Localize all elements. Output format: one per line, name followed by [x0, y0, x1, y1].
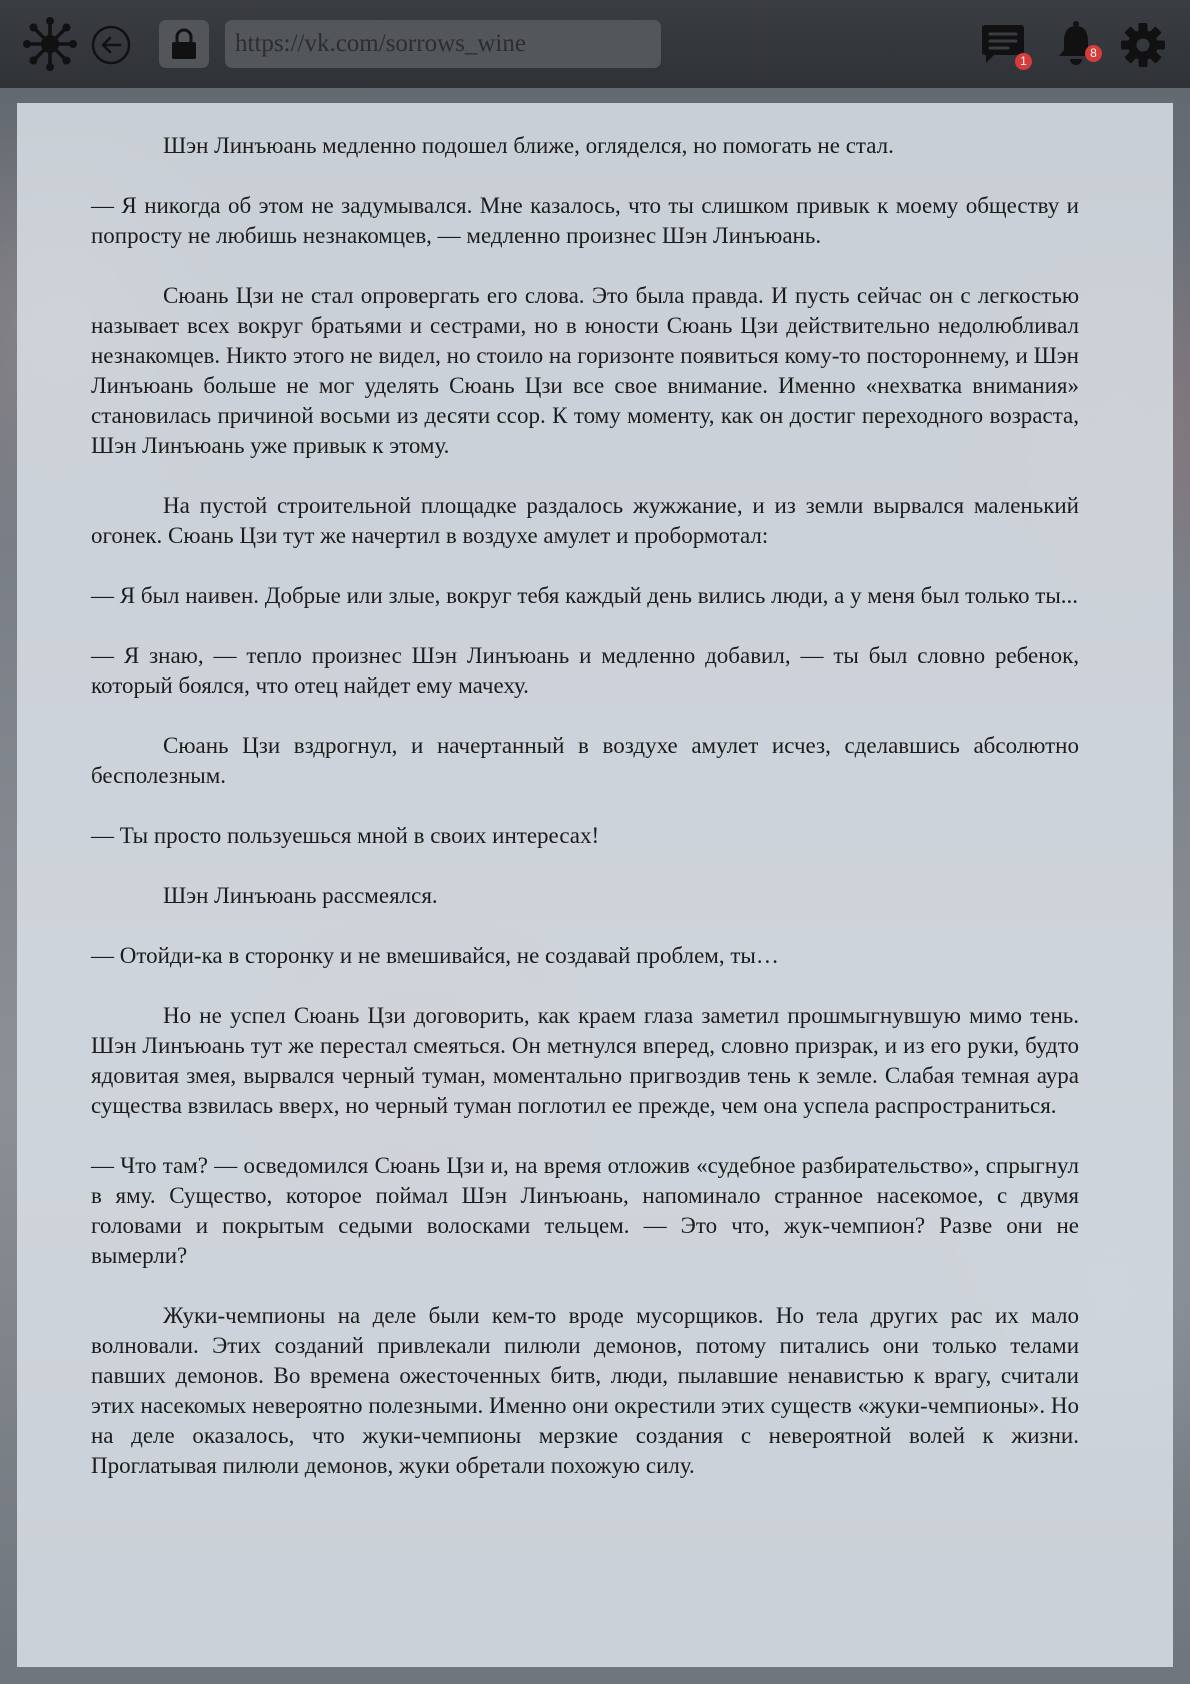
paragraph: — Я никогда об этом не задумывался. Мне казалось, что ты слишком привык к моему обществу и попросту не любишь незнакомцев, — медленно произнес Шэн Линъюань. — [91, 193, 1079, 248]
paragraph: — Ты просто пользуешься мной в своих интересах! — [91, 823, 600, 848]
gear-icon — [1120, 22, 1166, 68]
paragraph: Шэн Линъюань рассмеялся. — [163, 883, 438, 908]
paragraph: — Я знаю, — тепло произнес Шэн Линъюань и медленно добавил, — ты был словно ребенок, который боялся, что отец найдет ему мачеху. — [91, 643, 1079, 698]
lock-icon[interactable] — [159, 20, 209, 68]
back-arrow-icon[interactable] — [90, 24, 132, 66]
paragraph: — Отойди-ка в сторонку и не вмешивайся, не создавай проблем, ты… — [91, 943, 779, 968]
paragraph: На пустой строительной площадке раздалось жужжание, и из земли вырвался маленький огонек. Сюань Цзи тут же начертил в воздухе амулет и пробормотал: — [91, 493, 1079, 548]
url-text: https://vk.com/sorrows_wine — [235, 30, 526, 57]
notifications-badge: 8 — [1085, 45, 1102, 62]
browser-toolbar — [0, 0, 1190, 88]
paragraph: — Что там? — осведомился Сюань Цзи и, на время отложив «судебное разбирательство», спрыгнул в яму. Существо, которое поймал Шэн Линъюань, напоминало странное насекомое, с двумя головами и покрытым седыми волосками тельцем. — Это что, жук-чемпион? Разве они не вымерли? — [91, 1153, 1079, 1268]
paragraph: Но не успел Сюань Цзи договорить, как краем глаза заметил прошмыгнувшую мимо тень. Шэн Линъюань тут же перестал смеяться. Он метнулся вперед, словно призрак, и из его руки, будто ядовитая змея, вырвался черный туман, моментально пригвоздив тень к земле. Слабая темная аура существа взвилась вверх, но черный туман поглотил ее прежде, чем она успела распространиться. — [91, 1003, 1079, 1118]
network-logo-icon[interactable] — [22, 16, 78, 72]
paragraph: — Я был наивен. Добрые или злые, вокруг тебя каждый день вились люди, а у меня был только ты... — [91, 583, 1079, 608]
notifications-button[interactable] — [1056, 20, 1096, 66]
address-bar[interactable] — [225, 20, 661, 68]
settings-button[interactable] — [1120, 22, 1166, 68]
paragraph: Сюань Цзи не стал опровергать его слова. Это была правда. И пусть сейчас он с легкостью называет всех вокруг братьями и сестрами, но в юности Сюань Цзи действительно недолюбливал незнакомцев. Никто этого не видел, но стоило на горизонте появиться кому-то постороннему, и Шэн Линъюань больше не мог уделять Сюань Цзи все свое внимание. Именно «нехватка внимания» становилась причиной восьми из десяти ссор. К тому моменту, как он достиг переходного возраста, Шэн Линъюань уже привык к этому. — [91, 283, 1079, 458]
paragraph: Шэн Линъюань медленно подошел ближе, огляделся, но помогать не стал. — [163, 133, 894, 158]
paragraph: Жуки-чемпионы на деле были кем-то вроде мусорщиков. Но тела других рас их мало волновали. Этих созданий привлекали пилюли демонов, потому питались они только телами павших демонов. Во времена ожесточенных битв, люди, пылавшие ненавистью к врагу, считали этих насекомых невероятно полезными. Именно они окрестили этих существ «жуки-чемпионы». Но на деле оказалось, что жуки-чемпионы мерзкие создания с невероятной волей к жизни. Проглатывая пилюли демонов, жуки обретали похожую силу. — [91, 1303, 1079, 1478]
paragraph: Сюань Цзи вздрогнул, и начертанный в воздухе амулет исчез, сделавшись абсолютно бесполезным. — [91, 733, 1079, 788]
messages-badge: 1 — [1015, 53, 1032, 70]
messages-button[interactable] — [980, 24, 1026, 66]
article-panel — [17, 103, 1173, 1667]
